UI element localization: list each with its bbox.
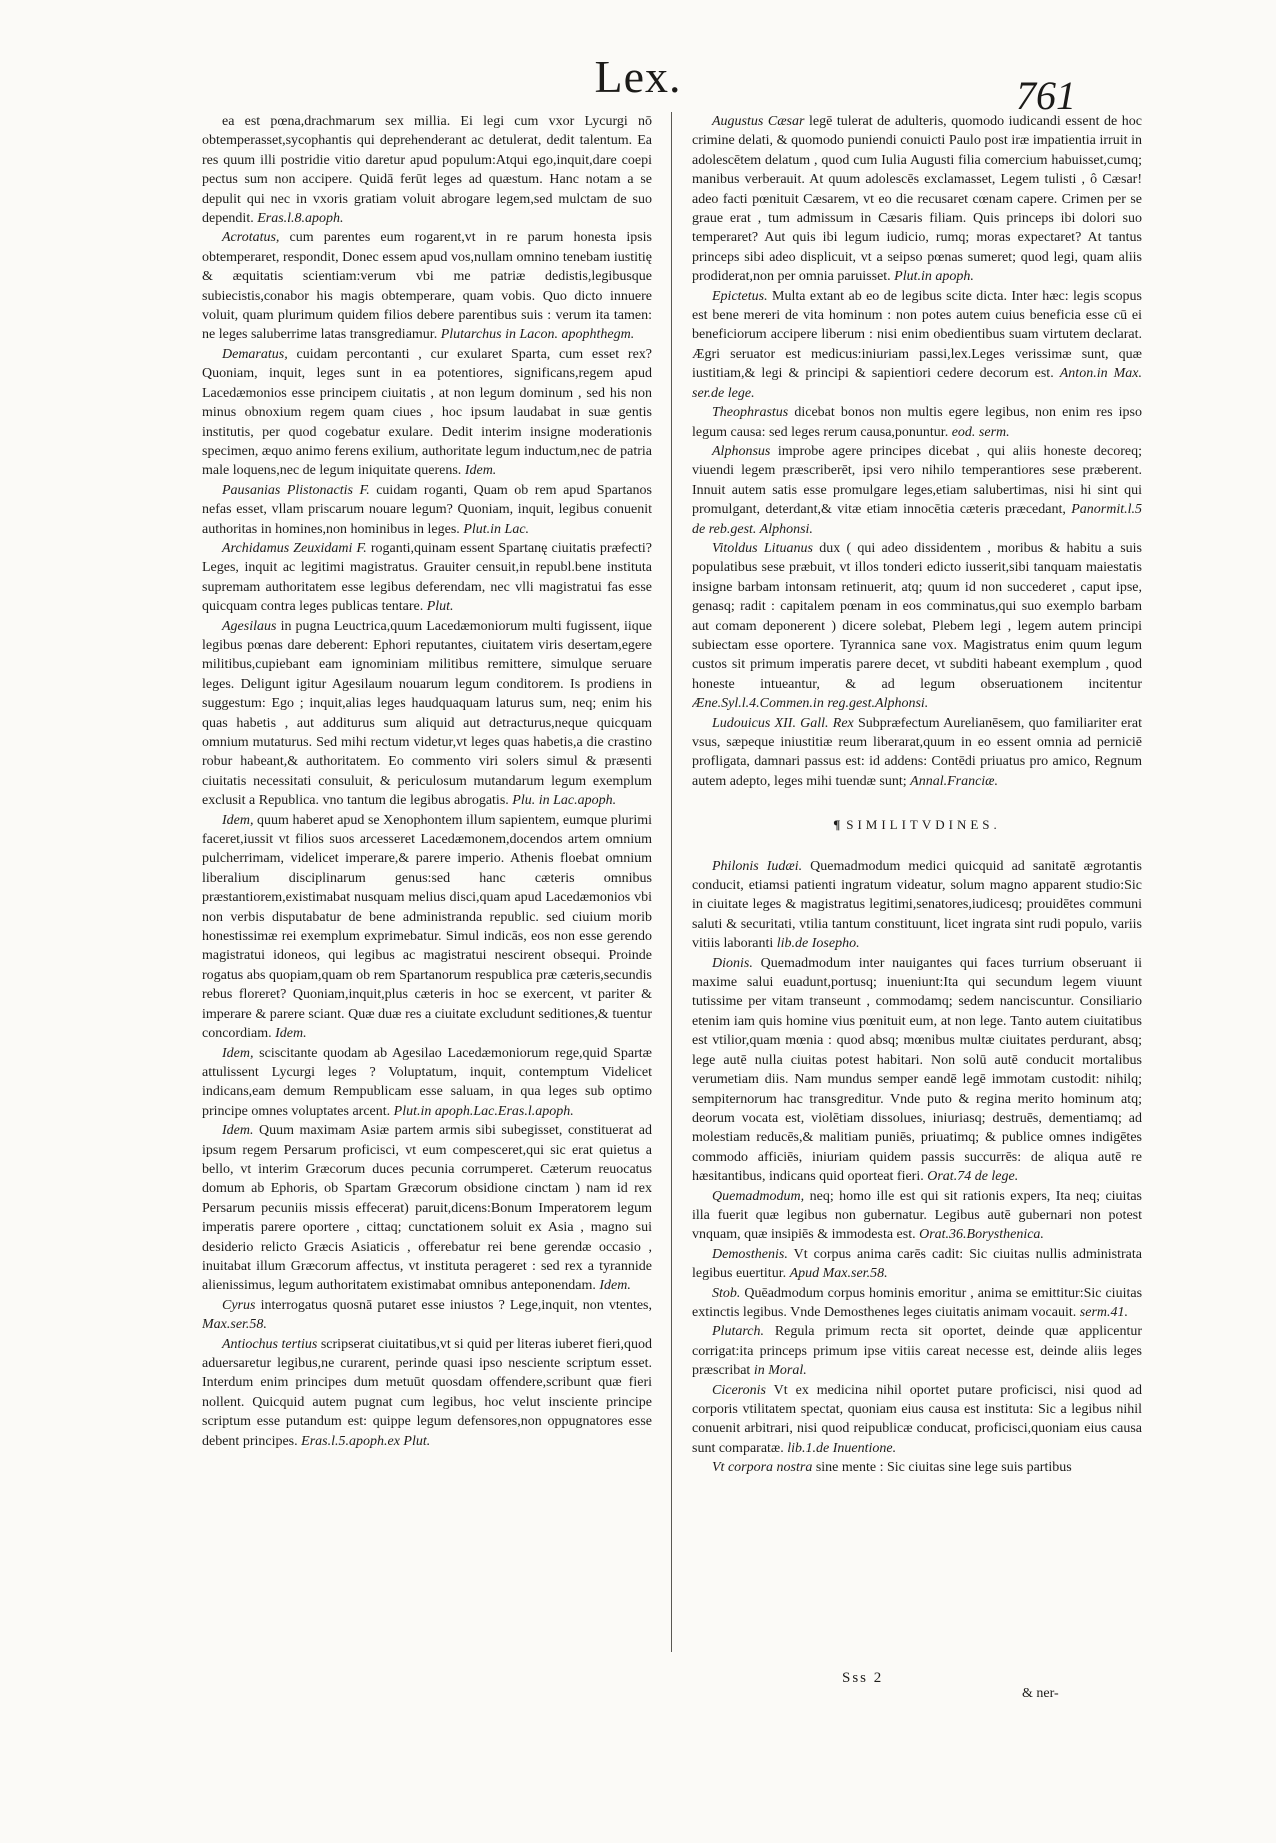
entry-speaker: Alphonsus xyxy=(712,443,771,459)
text-entry xyxy=(202,617,652,811)
entry-text: Quēadmodum corpus hominis emoritur , anima se emittitur:Sic ciuitas extinctis legibus. Vnde Demosthenes leges ciuitatis animam vocauit. xyxy=(692,1285,1142,1320)
text-entry xyxy=(692,1245,1142,1284)
text-entry xyxy=(692,1458,1142,1477)
entry-text: dicebat bonos non multis egere legibus, non enim res ipso legum causa: sed leges rerum causa,ponuntur. xyxy=(692,405,1142,440)
entry-speaker: Idem. xyxy=(222,1123,254,1139)
entry-source: Idem. xyxy=(464,463,497,479)
entry-speaker: Demosthenis. xyxy=(712,1246,788,1262)
entry-speaker: Vt corpora nostra xyxy=(712,1460,813,1476)
entry-text: cuidam percontanti , cur exularet Sparta, cum esset rex? Quoniam, inquit, leges sunt in ea potentiores, significans,regem apud Lacedæmonios esse principem ciuitatis , at non legum dominum , sed his non minus obnoxium regem quam ciues , hoc ipsum laudabat in suæ gentis institutis, per quod cogebatur exulare. Dedit interim insigne moderationis specimen, æquo animo ferens exilium, authoritate legum inductum,nec de patria male loquens,nec de legum iniquitate querens. xyxy=(202,346,652,479)
entry-speaker: Idem, xyxy=(222,812,254,828)
entry-speaker: Ludouicus XII. Gall. Rex xyxy=(712,715,854,731)
running-head: Lex. xyxy=(594,51,682,102)
entry-text: roganti,quinam essent Spartanę ciuitatis præfecti? Leges, inquit ac legitimi magistratus. Grauiter censuit,in republ.bene instituta supremam authoritatem esse legibus deferendam, nec vlli magistratui fas esse quicquam contra leges publicas tentare. xyxy=(202,540,652,615)
entry-text: Multa extant ab eo de legibus scite dicta. Inter hæc: legis scopus est bene mereri de vita hominum : non potes autem cuius beneficia esse cū ei beneficiorum accipere liberum : nisi enim obedientibus suam virtutem declarat. Ægri seruator est medicus:iniuriam passi,lex.Leges verissimæ sunt, quæ iustitiam,& legi & principi & sapientiori cedere decorum est. xyxy=(692,288,1142,382)
similitudines-entries xyxy=(692,857,1142,1478)
text-entry xyxy=(692,1381,1142,1459)
entry-speaker: Pausanias Plistonactis F. xyxy=(222,482,370,498)
entry-source: Plut.in apoph.Lac.Eras.l.apoph. xyxy=(393,1103,574,1119)
entry-source: Annal.Franciæ. xyxy=(910,773,999,789)
entry-text: neq; homo ille est qui sit rationis expers, Ita neq; ciuitas illa fuerit quæ legibus non gubernatur. Legibus autē gubernari non potest vnquam, quæ insipiēs & immodesta est. xyxy=(692,1188,1142,1243)
entry-source: Plut. xyxy=(426,599,454,615)
entry-source: Anton.in Max. ser.de lege. xyxy=(692,366,1142,401)
entry-text: Quemadmodum medici quicquid ad sanitatē ægrotantis conducit, etiamsi patienti ingratum videatur, solum magno apparent studio:Sic in ciuitate leges & magistratus legitimi,senatores,iudicesq; prouidētes communi saluti & securitati, vtilia tantum constituunt, licet ingrata sint rudi populo, variis vitiis laboranti xyxy=(692,858,1142,952)
text-entry xyxy=(692,442,1142,539)
entry-speaker: Ciceronis xyxy=(712,1382,766,1398)
entry-source: Plut.in apoph. xyxy=(894,269,974,285)
entry-speaker: Cyrus xyxy=(222,1297,256,1313)
page-number: 761 xyxy=(1016,73,1076,118)
text-entry xyxy=(692,112,1142,287)
entry-source: Idem. xyxy=(275,1026,307,1042)
entry-text: improbe agere principes dicebat , qui aliis honeste decoreq; viuendi legem præscriberēt, ipsi vero nihilo temperantiores sese præberent. Innuit autem satis esse promulgare leges,etiam salubertimas, nisi hi sint qui promulgant, deterdant,& vitæ etiam innocētia cæteris præcedant, xyxy=(692,443,1142,518)
text-entry xyxy=(692,954,1142,1187)
right-column-entries xyxy=(692,112,1142,791)
entry-speaker: Antiochus tertius xyxy=(222,1336,318,1352)
entry-source: eod. serm. xyxy=(951,424,1010,440)
entry-source: in Moral. xyxy=(753,1363,807,1379)
column-divider xyxy=(671,112,672,1652)
text-entry xyxy=(692,539,1142,714)
entry-text: legē tulerat de adulteris, quomodo iudicandi essent de hoc crimine delati, & quomodo puniendi conuicti Paulo post iræ impatientia irruit in adolescētem delatum , quod cum Iulia Augusti filia comercium habuisset,cumq; manibus verberauit. At quum adolescēs exclamasset, Legem tulisti , ô Cæsar! adeo facti pœnituit Cæsarem, vt eo die recusaret cœnam capere. Crimen per se graue erat , tum admissum in Cæsaris filiam. Quis princeps ibi dolori suo temperaret? Aut quis ibi legum iudicio, rumq; moras expectaret? At tantus princeps sibi adeo displicuit, vt a seipso pœnas sumeret; quod legi, quam aliis prodiderat,non per omnia paruisset. xyxy=(692,114,1142,285)
text-entry xyxy=(202,811,652,1044)
entry-source: lib.1.de Inuentione. xyxy=(787,1440,897,1456)
entry-source: Plut.in Lac. xyxy=(463,521,530,537)
entry-source: Plu. in Lac.apoph. xyxy=(512,793,617,809)
entry-source: Eras.l.5.apoph.ex Plut. xyxy=(301,1433,431,1449)
text-entry xyxy=(202,345,652,481)
entry-speaker: Idem, xyxy=(222,1045,254,1061)
entry-speaker: Theophrastus xyxy=(712,405,789,421)
entry-speaker: Epictetus. xyxy=(712,288,768,304)
entry-source: lib.de Iosepho. xyxy=(776,936,860,952)
text-entry xyxy=(692,403,1142,442)
text-entry xyxy=(202,481,652,539)
entry-speaker: Augustus Cæsar xyxy=(712,114,805,129)
text-entry xyxy=(692,287,1142,403)
entry-text: interrogatus quosnā putaret esse iniustos ? Lege,inquit, non vtentes, xyxy=(260,1297,652,1313)
text-entry xyxy=(202,112,652,228)
text-entry xyxy=(202,1335,652,1451)
section-heading: ¶ SIMILITVDINES. xyxy=(833,817,1001,833)
entry-source: Plutarchus in Lacon. apophthegm. xyxy=(440,327,635,343)
entry-source: Idem. xyxy=(599,1278,631,1294)
text-entry xyxy=(692,1284,1142,1323)
entry-source: Max.ser.58. xyxy=(202,1317,267,1333)
entry-text: Subpræfectum Aurelianēsem, quo familiariter erat vsus, sæpeque iniustitiæ reum liberarat,quum in eo essent omnia ad perniciē profligata, damnari passus est: id addens: Contēdi priuatus pro amico, Regnum autem adepto, leges mihi tuendæ sunt; xyxy=(692,715,1142,789)
entry-source: Orat.74 de lege. xyxy=(927,1169,1019,1185)
entry-source: serm.41. xyxy=(1079,1304,1129,1320)
entry-text: in pugna Leuctrica,quum Lacedæmoniorum multi fugissent, iique legibus pœnas dare deberent: Ephori reputantes, ciuitatem viris desertam,egere militibus,cupiebant eam ignominiam militibus remittere, simulque seruare leges. Deligunt igitur Agesilaum nouarum legum conditorem. Is prodiens in suggestum: Ego ; inquit,alias leges haudquaquam laturus sum, neq; enim his quas habetis , aut additurus sum aliquid aut detracturus,neque quicquam omnium mutaturus. Sed mihi rectum videtur,vt leges quas habetis,a die crastino robur habeant,& authoritatem. Eo commento viri solers simul & præsenti ciuitatis necessitati consuluit, & periculosum mutandarum legum exemplum exclusit a Republica. vno tantum die legibus abrogatis. xyxy=(202,618,652,809)
entry-text: Vt corpus anima carēs cadit: Sic ciuitas nullis administrata legibus euertitur. xyxy=(692,1246,1142,1282)
entry-text: Quum maximam Asiæ partem armis sibi subegisset, constituerat ad ipsum regem Persarum proficisci, vt eum compesceret,qui sic erat quietus a bello, vt interim Græcorum duces pecunia corrumperet. Cæterum reuocatus domum ab Ephoris, ob Spartam Græcorum obsidione cinctam ) nam id rex Persarum pecuniis missis effecerat) paruit,dicens:Bonum Imperatorem legum imperatis parere oportere , cittaq; cunctationem soluit ex Asia , magno sui desiderio relicto Græcis Asiaticis , offerebatur rei bene gerendæ occasio , inuitabat illum Græcorum affectus, vt instituta perageret : sed rex a tyrannide alienissimus, legum authoritatem existimabat omnibus anteponendam. xyxy=(202,1123,652,1294)
entry-speaker: Plutarch. xyxy=(712,1324,764,1340)
text-entry xyxy=(692,714,1142,792)
text-entry xyxy=(202,1044,652,1122)
text-entry xyxy=(692,1187,1142,1245)
entry-speaker: Acrotatus, xyxy=(222,230,280,246)
entry-source: Apud Max.ser.58. xyxy=(789,1266,888,1282)
entry-text: scripserat ciuitatibus,vt si quid per literas iuberet fieri,quod aduersaretur legibus,ne curarent, perinde quasi ipso nesciente scriptum esset. Interdum enim principes dum metuūt quosdam offendere,scribunt quæ fieri nollent. Quicquid autem pugnat cum legibus, hoc velut insciente principe scriptum esse putandum est: quippe legum defensores,non oppugnatores esse debent principes. xyxy=(202,1336,652,1449)
text-entry xyxy=(202,1121,652,1296)
entry-speaker: Philonis Iudæi. xyxy=(712,858,803,874)
text-entry xyxy=(202,1296,652,1335)
entry-source: Æne.Syl.l.4.Commen.in reg.gest.Alphonsi. xyxy=(692,696,929,712)
entry-text: dux ( qui adeo dissidentem , moribus & habitu a suis populatibus sese præbuit, vt illos tonderi edicto iusserit,sibi tanquam maiestatis insigne barbam intonsam retinuerit, atq; quum id non succederet , caput ipse, genasq; radit : capitalem pœnam in eos comminatus,qui suo exemplo barbam aut comam deponerent ) dicere solebat, Plebem legi , legem autem principi subiectam esse oportere. Tyrannica sane vox. Magistratus enim quum legum custos sit primum imperatis parere decet, vt subditi habeant exemplum , quod honeste intueantur, & ad legum obseruationem incitentur xyxy=(692,540,1142,692)
entry-speaker: Archidamus Zeuxidami F. xyxy=(222,540,367,556)
entry-source: Orat.36.Borysthenica. xyxy=(919,1227,1044,1243)
signature-mark: Sss 2 xyxy=(842,1670,884,1686)
entry-text: Quemadmodum inter nauigantes qui faces turrium obseruant ii maxime salui euadunt,portusq; inueniunt:Ita qui secundum legem viuunt tutissime per vitam transeunt , commodamq; sedem nanciscuntur. Consiliario etenim iam quis homine vius pœnituit eum, at non lege. Tanto autem ciuitatibus est vtilior,quam mœnia : quod absq; mœnibus multæ ciuitates perdurant, absq; lege autē nulla ciuitas potest habitari. Non solū autē conducit mortalibus verumetiam diis. Nam mundus semper eandē legē immotam custodit: nihilq; sempiternorum hac transgreditur. Vnde puto & regina merito hominum atq; deorum vocata est, violētiam dissolues, iniuriasq; destruēs, dementiamq; ad molestiam reducēs,& malitiam puniēs, priuatimq; & publice omnes indigētes commodo afficiēs, iniuriam quidem passis succurrēs: de aliqua autē re hæsitantibus, indicans quid oporteat fieri. xyxy=(692,955,1142,1185)
entry-speaker: Vitoldus Lituanus xyxy=(712,540,813,556)
pilcrow-icon: ¶ xyxy=(833,817,841,833)
entry-speaker: Quemadmodum, xyxy=(712,1188,805,1204)
entry-speaker: Stob. xyxy=(712,1285,741,1301)
entry-text: quum haberet apud se Xenophontem illum sapientem, eumque plurimi faceret,iussit vt filios suos arcesseret Lacedæmonem,docendos artem omnium pulcherrimam, videlicet imperare,& parere imperio. Athenis floebat omnium liberalium disciplinarum genus:sed hanc cæteris omnibus præstantiorem,existimabat nusquam melius disci,quam apud Lacedæmonios vbi non verbis disputabatur de bene administranda republic. sed ciuium morib honestissimæ rei exemplum exprimebatur. Simul indicās, eos non esse gerendo magistratui idoneos, qui legibus ac magistratui nescirent obsequi. Proinde rogatus abs quopiam,quam ob rem Spartanorum respublica præ cæteris,secundis rebus floreret? Quoniam,inquit,plus cæteris in hoc se exercent, vt pariter & imperare & parere sciant. Quæ duæ res a ciuitate excludunt seditiones,& tuentur concordiam. xyxy=(202,812,652,1042)
entry-text: Regula primum recta sit oportet, deinde quæ applicentur corrigat:ita princeps primum ipse vitiis careat necesse est, deinde aliis leges præscribat xyxy=(692,1324,1142,1379)
catchword: & ner- xyxy=(1022,1686,1059,1701)
right-column xyxy=(692,112,1142,1667)
left-column xyxy=(202,112,652,1707)
entry-speaker: Dionis. xyxy=(712,955,753,971)
entry-source: Eras.l.8.apoph. xyxy=(257,211,344,227)
text-entry xyxy=(202,539,652,617)
entry-text: ea est pœna,drachmarum sex millia. Ei legi cum vxor Lycurgi nō obtemperasset,sycophantis qui deprehenderant ac detulerat, dedit talentum. Ea res quum illi postridie vitio daretur apud populum:Atqui ego,inquit,dare coepi pectus sum non accipere. Quidā ferūt leges ad quæstum. Hanc notam a se depulit qui nec in vxoris gratiam voluit abrogare legem,sed mulctam de suo dependit. xyxy=(202,114,652,227)
entry-text: Vt ex medicina nihil oportet putare proficisci, nisi quod ad corporis vtilitatem spectat, quoniam eius causa est instituta: Sic a legibus nihil conuenit arbitrari, nisi quod reipublicæ conducat, proficisci,quoniam eius causa sunt comparatæ. xyxy=(692,1382,1142,1456)
entry-text: cum parentes eum rogarent,vt in re parum honesta ipsis obtemperaret, respondit, Donec essem apud vos,nullam omnino tenebam iustitię & æquitatis scientiam:verum vbi me patriæ dedistis,legibusque subiecistis,conabor his magis obtemperare, quam vobis. Quo dicto innuere voluit, quam plurimum quidem filios debere parentibus suis : verum ita tamen: ne leges saluberrime latas transgrediamur. xyxy=(202,230,652,343)
text-entry xyxy=(202,228,652,344)
entry-speaker: Agesilaus xyxy=(222,618,277,634)
text-entry xyxy=(692,1322,1142,1380)
entry-speaker: Demaratus, xyxy=(222,346,288,362)
entry-text: cuidam roganti, Quam ob rem apud Spartanos nefas esset, vllam priscarum nouare legum? Quoniam, inquit, legibus conuenit authoritas in homines,non hominibus in leges. xyxy=(202,482,652,537)
entry-text: sine mente : Sic ciuitas sine lege suis partibus xyxy=(815,1460,1072,1476)
entry-source: Panormit.l.5 de reb.gest. Alphonsi. xyxy=(692,502,1142,537)
entry-text: sciscitante quodam ab Agesilao Lacedæmoniorum rege,quid Spartæ attulissent Lycurgi leges ? Voluptatum, inquit, contemptum Videlicet indicans,eam demum Rempublicam esse saluam, in qua leges sub optimo principe omnes voluptates arcent. xyxy=(202,1045,652,1119)
text-entry xyxy=(692,857,1142,954)
